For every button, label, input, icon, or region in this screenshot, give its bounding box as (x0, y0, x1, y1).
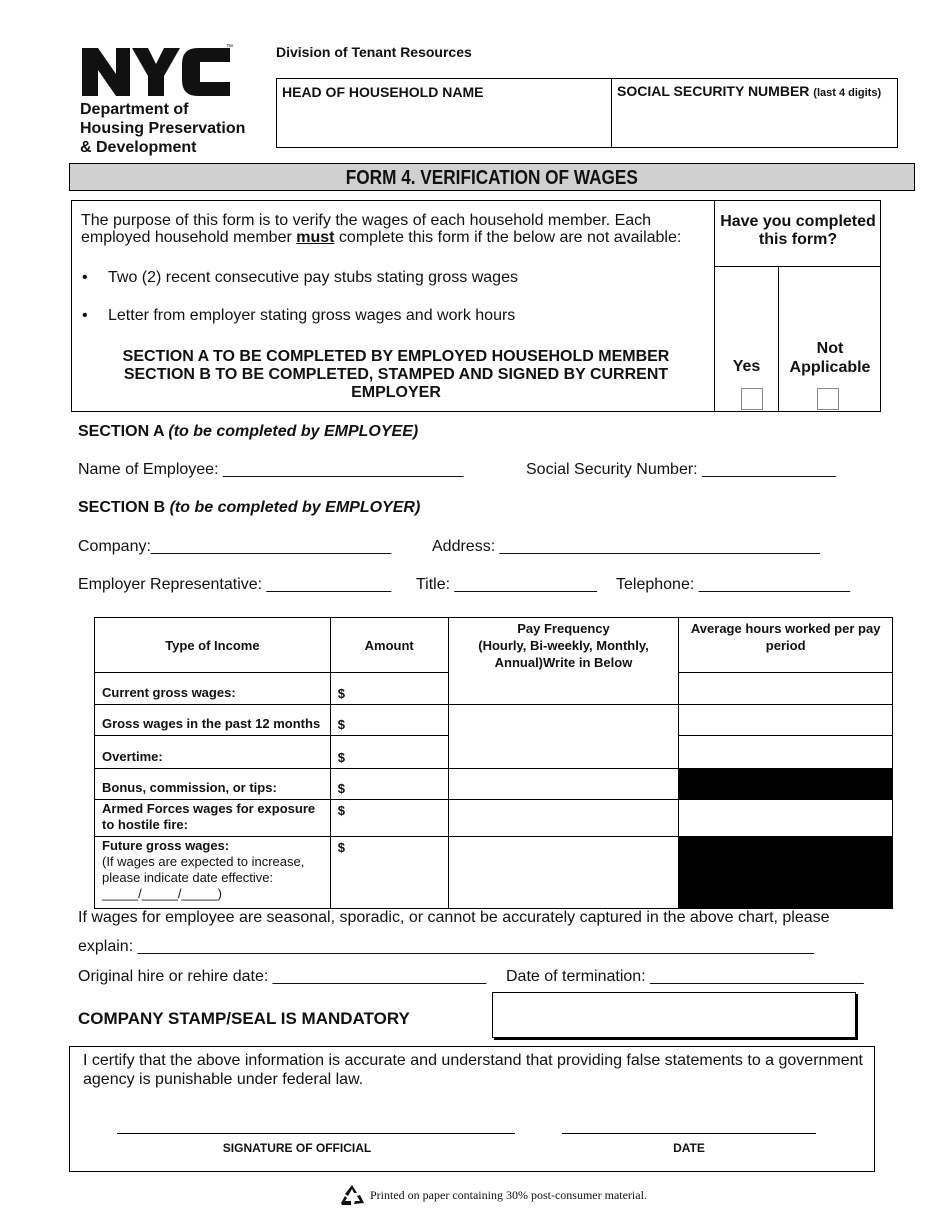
header-average-hours: Average hours worked per pay period (679, 618, 893, 673)
ssn-last4-field[interactable]: SOCIAL SECURITY NUMBER (last 4 digits) (617, 83, 882, 99)
termination-date-field[interactable]: Date of termination: ________________________ (506, 968, 864, 985)
section-instructions: SECTION A TO BE COMPLETED BY EMPLOYED HOUSEHOLD MEMBER SECTION B TO BE COMPLETED, STAMPED AND SIGNED BY CURRENT EMPLOYER (122, 348, 670, 401)
employee-name-field[interactable]: Name of Employee: ___________________________ (78, 461, 464, 478)
blocked-cell (679, 837, 893, 909)
division-name: Division of Tenant Resources (276, 44, 472, 60)
hire-date-field[interactable]: Original hire or rehire date: ________________________ (78, 968, 487, 985)
employer-representative-field[interactable]: Employer Representative: ______________ (78, 576, 392, 593)
purpose-box (71, 200, 881, 412)
pay-frequency-cell[interactable] (448, 769, 679, 800)
household-info-box (276, 78, 898, 148)
not-applicable-checkbox[interactable] (817, 388, 839, 410)
table-row: Current gross wages: $ (95, 673, 893, 705)
head-of-household-field[interactable]: HEAD OF HOUSEHOLD NAME (277, 79, 612, 147)
table-row: Gross wages in the past 12 months $ (95, 705, 893, 736)
section-b-heading: SECTION B (to be completed by EMPLOYER) (78, 499, 421, 516)
seasonal-wages-prompt: If wages for employee are seasonal, sporadic, or cannot be accurately captured in the above chart, please (78, 909, 830, 926)
pay-frequency-cell[interactable] (448, 837, 679, 909)
department-name: Department of Housing Preservation & Development (80, 101, 246, 156)
amount-cell[interactable]: $ (330, 673, 448, 705)
section-a-heading: SECTION A (to be completed by EMPLOYEE) (78, 423, 419, 440)
amount-cell[interactable]: $ (330, 705, 448, 736)
blocked-cell (679, 769, 893, 800)
telephone-field[interactable]: Telephone: _________________ (616, 576, 851, 593)
header-amount: Amount (330, 618, 448, 673)
company-stamp-box[interactable] (492, 992, 856, 1038)
table-row: Armed Forces wages for exposure to hostile fire: $ (95, 800, 893, 837)
not-applicable-option: Not Applicable (779, 267, 881, 411)
form-title: FORM 4. VERIFICATION OF WAGES (69, 163, 915, 191)
employee-ssn-field[interactable]: Social Security Number: _______________ (526, 461, 836, 478)
hours-cell[interactable] (679, 736, 893, 769)
company-field[interactable]: Company:___________________________ (78, 538, 392, 555)
stamp-notice: COMPANY STAMP/SEAL IS MANDATORY (78, 1009, 410, 1028)
title-field[interactable]: Title: ________________ (416, 576, 597, 593)
pay-frequency-cell[interactable] (448, 800, 679, 837)
amount-cell[interactable]: $ (330, 769, 448, 800)
yes-checkbox[interactable] (741, 388, 763, 410)
trademark-symbol: ™ (226, 44, 233, 51)
hours-cell[interactable] (679, 705, 893, 736)
signature-line[interactable] (117, 1133, 515, 1134)
footer-note: Printed on paper containing 30% post-consumer material. (338, 1183, 647, 1207)
bullet-pay-stubs: • Two (2) recent consecutive pay stubs stating gross wages (82, 269, 518, 286)
seasonal-explain-field[interactable]: explain: ____________________________________________________________________________ (78, 938, 814, 955)
yes-option: Yes (715, 267, 779, 411)
table-row: Overtime: $ (95, 736, 893, 769)
completion-question (714, 201, 881, 411)
table-row: Bonus, commission, or tips: $ (95, 769, 893, 800)
amount-cell[interactable]: $ (330, 837, 448, 909)
certification-text: I certify that the above information is accurate and understand that providing false statements to a government agency is punishable under federal law. (83, 1052, 863, 1088)
amount-cell[interactable]: $ (330, 736, 448, 769)
table-header-row (95, 618, 893, 673)
nyc-logo-icon (80, 46, 232, 98)
completion-question-text: Have you completed this form? (715, 201, 881, 267)
header-type-of-income: Type of Income (95, 618, 331, 673)
amount-cell[interactable]: $ (330, 800, 448, 837)
header-pay-frequency: Pay Frequency (Hourly, Bi-weekly, Monthly, Annual)Write in Below (448, 618, 679, 705)
hours-cell[interactable] (679, 673, 893, 705)
date-label: DATE (673, 1141, 705, 1155)
pay-frequency-cell[interactable] (448, 705, 679, 769)
purpose-text: The purpose of this form is to verify the wages of each household member. Each employed household member must complete this form if the below are not available: (81, 212, 682, 246)
table-row: Future gross wages: (If wages are expected to increase, please indicate date effective: _____/_____/_____) $ (95, 837, 893, 909)
recycle-icon (338, 1183, 366, 1207)
address-field[interactable]: Address: ____________________________________ (432, 538, 820, 555)
bullet-employer-letter: • Letter from employer stating gross wages and work hours (82, 307, 516, 324)
income-table (94, 617, 893, 909)
date-line[interactable] (562, 1133, 816, 1134)
certification-box (69, 1046, 875, 1172)
hours-cell[interactable] (679, 800, 893, 837)
signature-label: SIGNATURE OF OFFICIAL (222, 1141, 372, 1155)
